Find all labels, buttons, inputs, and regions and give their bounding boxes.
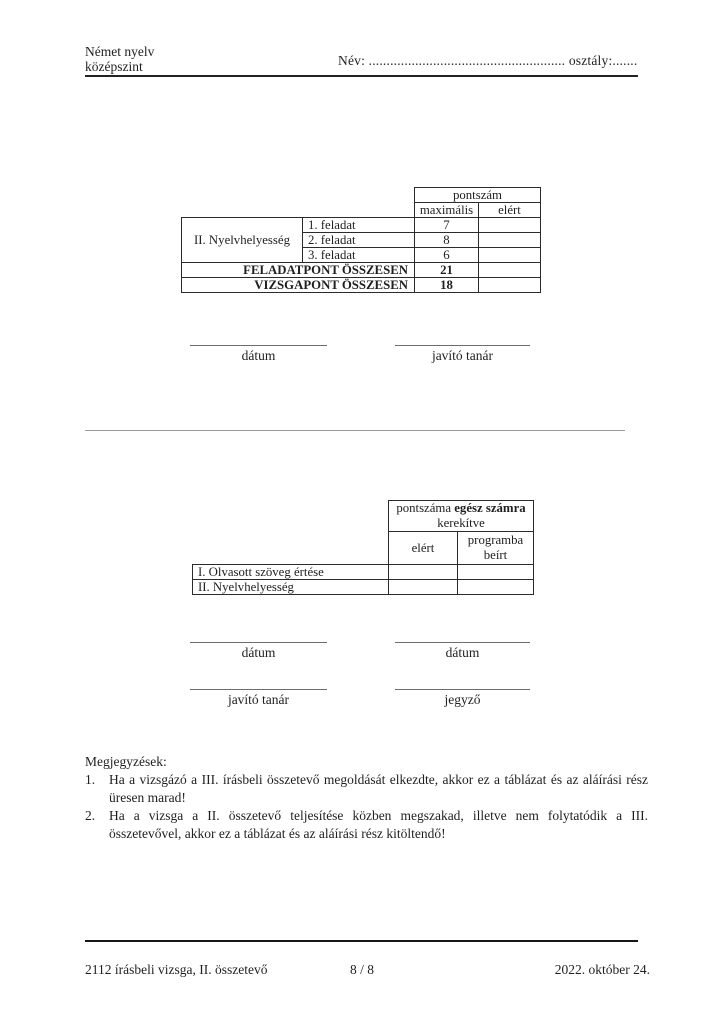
- task-label: 2. feladat: [303, 233, 415, 248]
- note-number: 2.: [85, 808, 96, 823]
- signature-date-1: [190, 345, 327, 364]
- table-row: [193, 501, 534, 532]
- ghost-cell: [193, 532, 389, 565]
- ghost-cell: [182, 188, 415, 203]
- rounded-header-prefix: pontszáma: [396, 501, 455, 515]
- task-label: 1. feladat: [303, 218, 415, 233]
- signature-line: [190, 345, 327, 346]
- col-maximalis: maximális: [415, 203, 479, 218]
- rounded-header-suffix: kerekítve: [437, 516, 485, 530]
- program-cell: [458, 580, 534, 595]
- signature-label: dátum: [445, 645, 480, 660]
- row-label: II. Nyelvhelyesség: [193, 580, 389, 595]
- table-row: [182, 203, 541, 218]
- table-row: [193, 532, 534, 565]
- signature-line: [395, 345, 530, 346]
- achieved-cell: [389, 565, 458, 580]
- total-max: 21: [415, 263, 479, 278]
- signature-label: javító tanár: [431, 348, 494, 363]
- table-row: [193, 580, 534, 595]
- table-row: [182, 218, 541, 233]
- exam-subject: [85, 45, 154, 74]
- note-item: [85, 807, 648, 843]
- rounded-points-table: [192, 500, 534, 595]
- note-text: Ha a vizsgázó a III. írásbeli összetevő megoldását elkezdte, akkor ez a táblázat és az aláírási rész üresen marad!: [109, 772, 648, 805]
- signature-notary: [395, 689, 530, 708]
- footer-rule: [85, 940, 638, 942]
- rounded-header-bold: egész számra: [454, 501, 526, 515]
- program-cell: [458, 565, 534, 580]
- section-divider: [85, 430, 625, 431]
- task-max: 8: [415, 233, 479, 248]
- total-label: FELADATPONT ÖSSZESEN: [182, 263, 415, 278]
- total-achieved-cell: [479, 263, 541, 278]
- signature-line: [395, 642, 530, 643]
- signature-line: [190, 642, 327, 643]
- task-max: 6: [415, 248, 479, 263]
- signature-date-2-left: [190, 642, 327, 661]
- total-achieved-cell: [479, 278, 541, 293]
- signature-label: javító tanár: [227, 692, 290, 707]
- table-row: [182, 188, 541, 203]
- ghost-cell: [193, 501, 389, 532]
- name-class-field: Név: ....................................................... osztály:.......: [338, 53, 638, 68]
- footer-date: 2022. október 24.: [554, 962, 650, 977]
- signature-line: [395, 689, 530, 690]
- task-achieved-cell: [479, 233, 541, 248]
- note-number: 1.: [85, 772, 96, 787]
- signature-line: [190, 689, 327, 690]
- ghost-cell: [182, 203, 415, 218]
- task-achieved-cell: [479, 248, 541, 263]
- exam-subject-line1: Német nyelv: [85, 44, 155, 59]
- signature-label: jegyző: [444, 692, 481, 707]
- rounded-header: [389, 501, 534, 532]
- col-programba-beirt: programba beírt: [458, 532, 534, 565]
- table-row: [182, 263, 541, 278]
- col-elert: elért: [479, 203, 541, 218]
- signature-date-2-right: [395, 642, 530, 661]
- row-label: I. Olvasott szöveg értése: [193, 565, 389, 580]
- signature-label: dátum: [241, 348, 276, 363]
- note-text: Ha a vizsga a II. összetevő teljesítése közben megszakad, illetve nem folytatódik a III. összetevővel, akkor ez a táblázat és az aláírási rész kitöltendő!: [109, 808, 648, 841]
- achieved-cell: [389, 580, 458, 595]
- col-elert: elért: [389, 532, 458, 565]
- signature-teacher-2: [190, 689, 327, 708]
- task-achieved-cell: [479, 218, 541, 233]
- total-label: VIZSGAPONT ÖSSZESEN: [182, 278, 415, 293]
- note-item: [85, 771, 648, 807]
- notes-title: Megjegyzések:: [85, 754, 167, 769]
- footer-exam-id: 2112 írásbeli vizsga, II. összetevő: [85, 962, 268, 977]
- task-label: 3. feladat: [303, 248, 415, 263]
- exam-subject-line2: középszint: [85, 58, 143, 74]
- footer-page-number: 8 / 8: [349, 962, 374, 977]
- task-max: 7: [415, 218, 479, 233]
- table-row: [182, 278, 541, 293]
- points-header: pontszám: [415, 188, 541, 203]
- table-row: [193, 565, 534, 580]
- notes-section: [85, 753, 648, 843]
- header-rule: [85, 75, 638, 77]
- signature-label: dátum: [241, 645, 276, 660]
- total-max: 18: [415, 278, 479, 293]
- signature-teacher-1: [395, 345, 530, 364]
- score-table: [181, 187, 541, 293]
- group-label: II. Nyelvhelyesség: [182, 218, 303, 263]
